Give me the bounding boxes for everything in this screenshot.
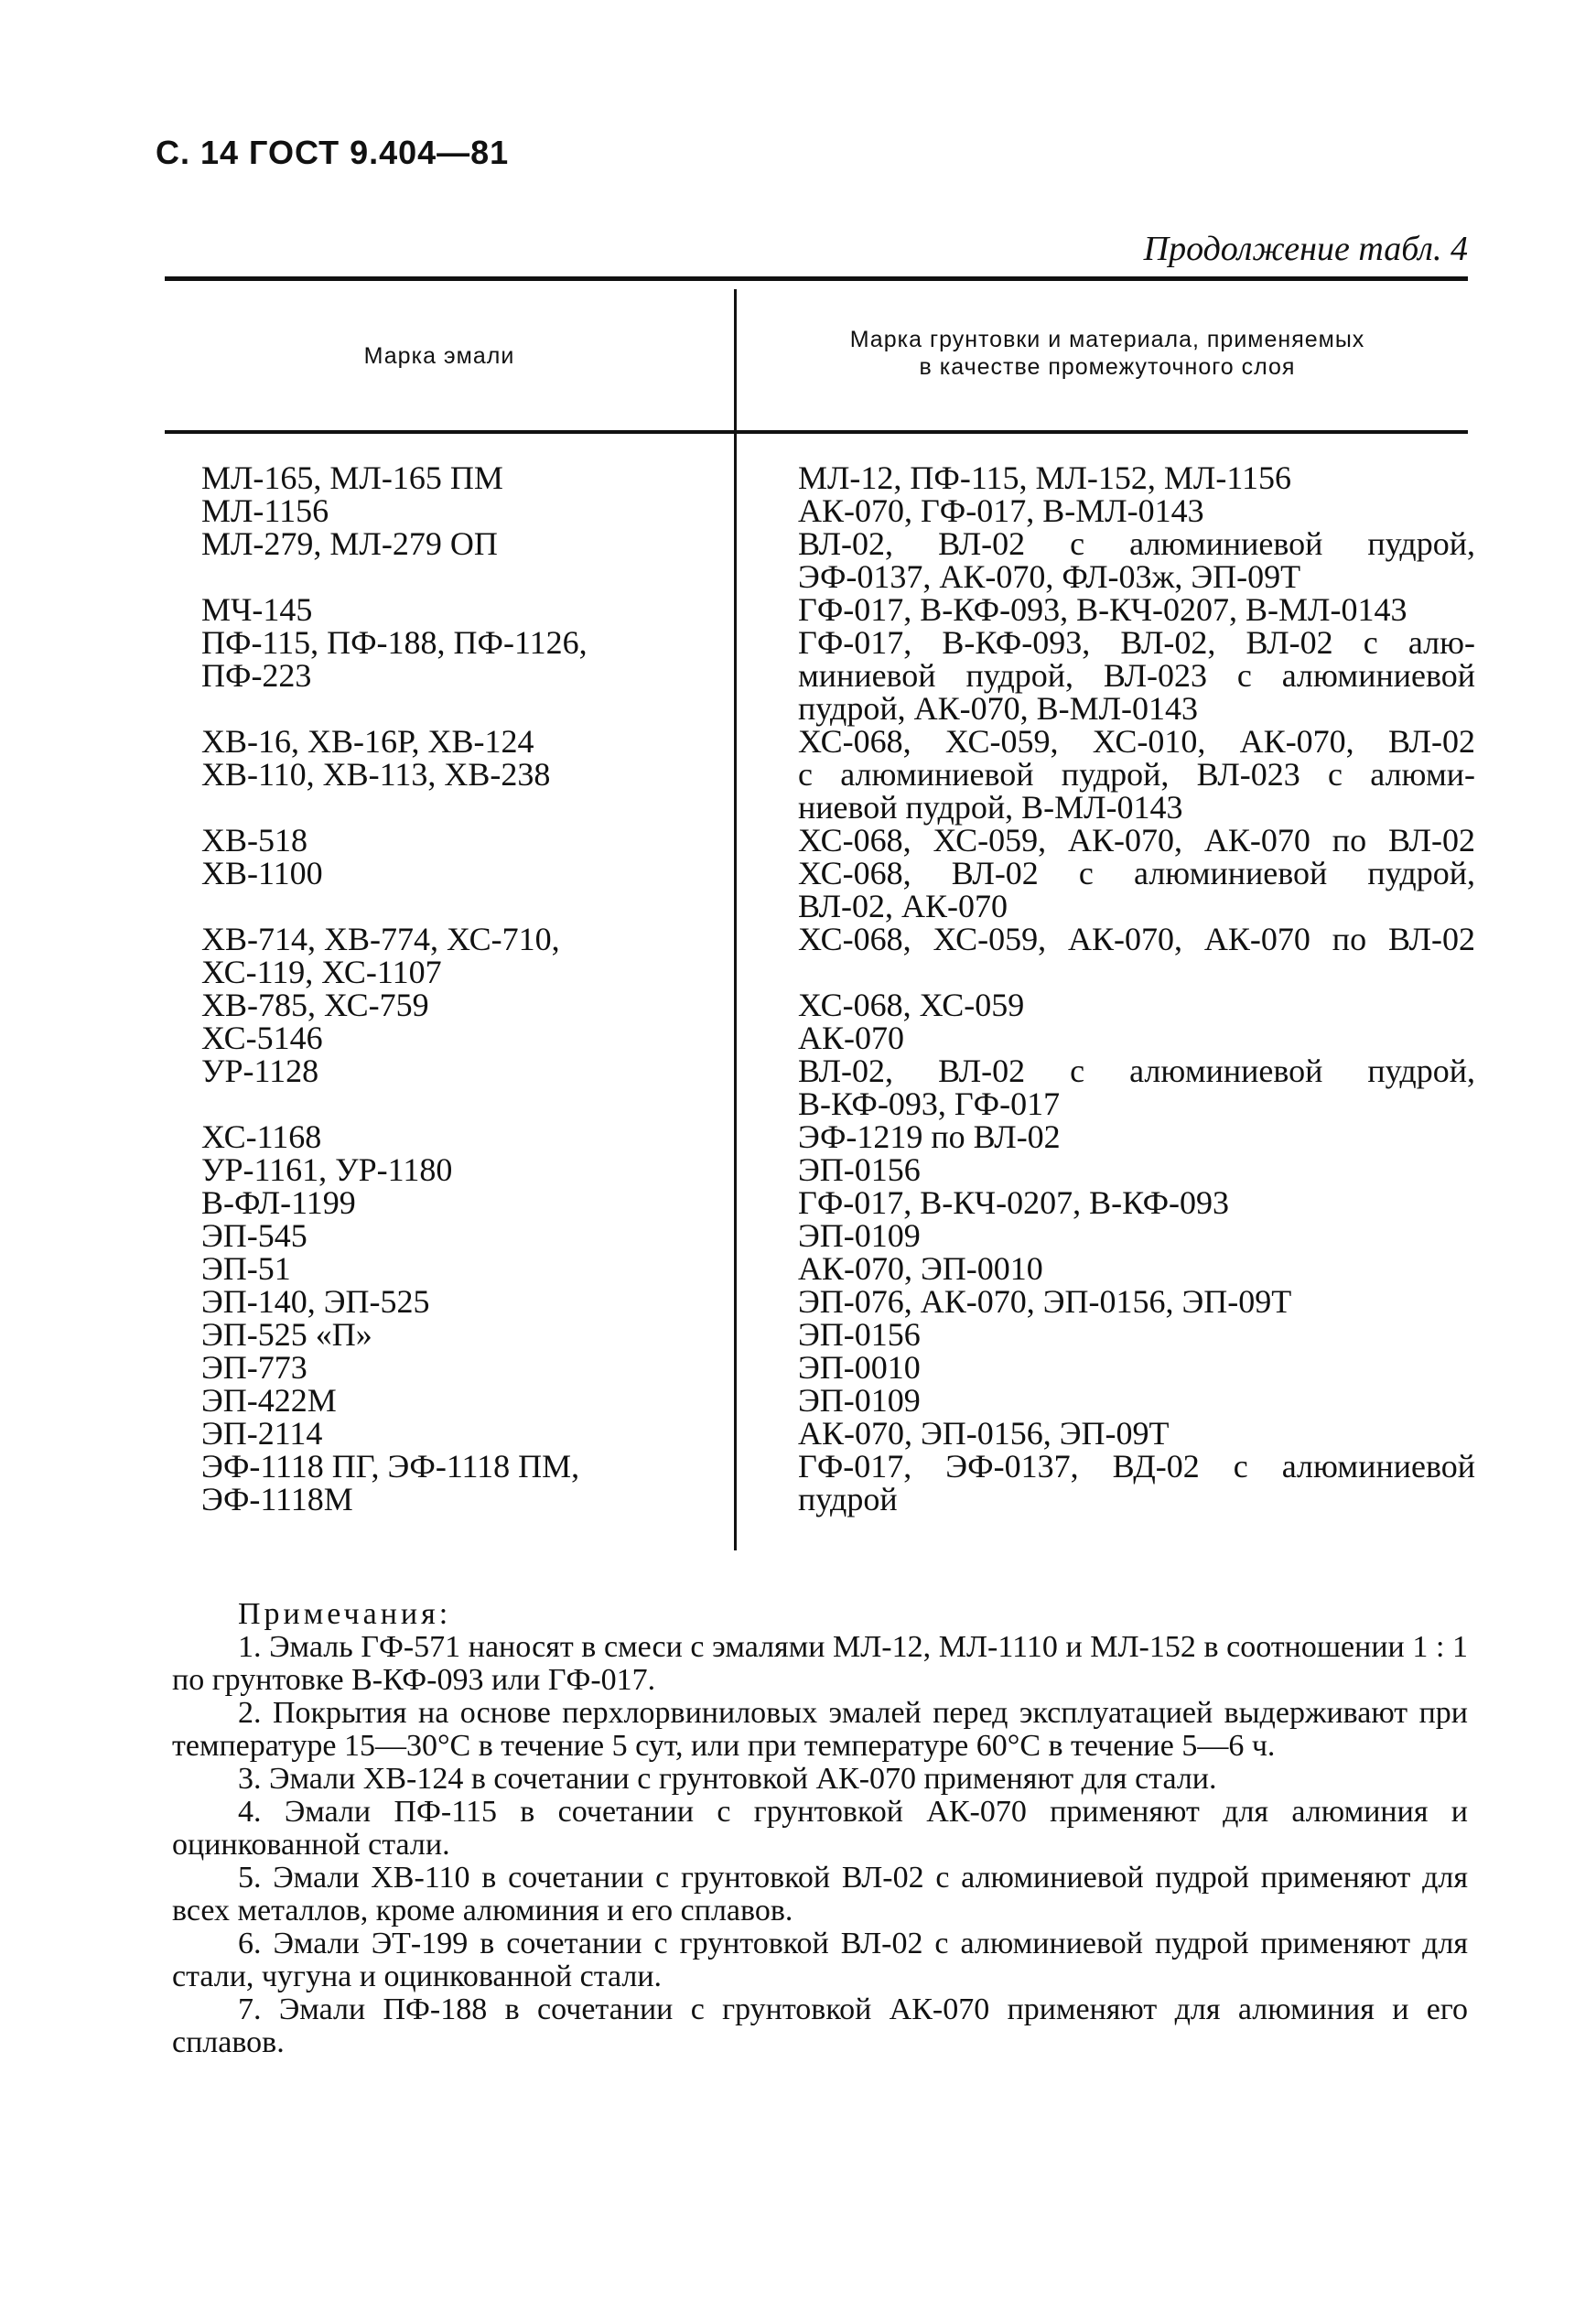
- enamel-line: ХС-5146: [201, 1020, 323, 1056]
- primer-line: ЭФ-1219 по ВЛ-02: [798, 1118, 1061, 1155]
- enamel-line: МЛ-1156: [201, 492, 329, 529]
- enamel-line: [201, 890, 723, 923]
- primer-line: ХС-068, ХС-059, ХС-010, АК-070, ВЛ-02: [798, 723, 1475, 760]
- column-header-primer-line1: Марка грунтовки и материала, применяемых: [849, 327, 1365, 352]
- note-item: 4. Эмали ПФ-115 в сочетании с грунтовкой АК-070 применяют для алюминия и оцинкованной стали.: [172, 1795, 1468, 1862]
- primer-line: ГФ-017, В-КФ-093, В-КЧ-0207, В-МЛ-0143: [798, 591, 1407, 628]
- column-header-primer-line2: в качестве промежуточного слоя: [919, 354, 1296, 380]
- primer-line: ХС-068, ХС-059, АК-070, АК-070 по ВЛ-02: [798, 822, 1475, 858]
- enamel-line: ЭП-545: [201, 1217, 307, 1254]
- primer-line: ХС-068, ХС-059: [798, 987, 1025, 1023]
- enamel-line: ХВ-518: [201, 822, 307, 858]
- primer-line: ЭП-0156: [798, 1151, 921, 1188]
- note-item: 1. Эмаль ГФ-571 наносят в смеси с эмалями МЛ-12, МЛ-1110 и МЛ-152 в соотношении 1 : 1 по грунтовке В-КФ-093 или ГФ-017.: [172, 1630, 1468, 1697]
- column-header-enamel: Марка эмали: [363, 343, 515, 369]
- column-header-primer: [769, 326, 1446, 381]
- enamel-line: [201, 791, 723, 824]
- primer-line: АК-070, ГФ-017, В-МЛ-0143: [798, 492, 1204, 529]
- primer-column: [798, 461, 1475, 1516]
- enamel-line: МЛ-165, МЛ-165 ПМ: [201, 459, 503, 496]
- primer-line: ВЛ-02, ВЛ-02 с алюминиевой пудрой,: [798, 1053, 1475, 1089]
- primer-line: ВЛ-02, АК-070: [798, 888, 1008, 924]
- note-item: 3. Эмали ХВ-124 в сочетании с грунтовкой АК-070 применяют для стали.: [238, 1762, 1217, 1796]
- enamel-line: МЛ-279, МЛ-279 ОП: [201, 525, 498, 562]
- enamel-line: ЭП-2114: [201, 1415, 323, 1452]
- enamel-line: ЭП-422М: [201, 1382, 337, 1419]
- enamel-line: ХС-1168: [201, 1118, 322, 1155]
- primer-line: ХС-068, ВЛ-02 с алюминиевой пудрой,: [798, 855, 1475, 891]
- primer-line: ГФ-017, В-КФ-093, ВЛ-02, ВЛ-02 с алю-: [798, 624, 1475, 661]
- enamel-line: [201, 560, 723, 593]
- primer-line: ЭП-0156: [798, 1316, 921, 1353]
- table-top-rule: [165, 276, 1468, 281]
- header-bottom-rule: [165, 430, 1468, 434]
- primer-line: ниевой пудрой, В-МЛ-0143: [798, 789, 1183, 826]
- enamel-line: ЭФ-1118 ПГ, ЭФ-1118 ПМ,: [201, 1448, 580, 1485]
- primer-line: ЭП-076, АК-070, ЭП-0156, ЭП-09Т: [798, 1283, 1292, 1320]
- primer-line: В-КФ-093, ГФ-017: [798, 1085, 1061, 1122]
- primer-line: ГФ-017, ЭФ-0137, ВД-02 с алюминиевой: [798, 1448, 1475, 1485]
- primer-line: [798, 956, 1475, 988]
- column-separator: [734, 289, 737, 1550]
- primer-line: МЛ-12, ПФ-115, МЛ-152, МЛ-1156: [798, 459, 1291, 496]
- primer-line: ГФ-017, В-КЧ-0207, В-КФ-093: [798, 1184, 1230, 1221]
- enamel-line: ЭФ-1118М: [201, 1481, 353, 1517]
- page-header: С. 14 ГОСТ 9.404—81: [156, 134, 510, 171]
- enamel-line: ХВ-785, ХС-759: [201, 987, 429, 1023]
- enamel-line: ЭП-140, ЭП-525: [201, 1283, 430, 1320]
- primer-line: ХС-068, ХС-059, АК-070, АК-070 по ВЛ-02: [798, 921, 1475, 957]
- notes-title: Примечания:: [238, 1597, 452, 1631]
- note-item: 5. Эмали ХВ-110 в сочетании с грунтовкой ВЛ-02 с алюминиевой пудрой применяют для всех металлов, кроме алюминия и его сплавов.: [172, 1861, 1468, 1927]
- note-item: 7. Эмали ПФ-188 в сочетании с грунтовкой АК-070 применяют для алюминия и его сплавов.: [172, 1992, 1468, 2059]
- enamel-line: В-ФЛ-1199: [201, 1184, 356, 1221]
- enamel-line: ЭП-525 «П»: [201, 1316, 372, 1353]
- enamel-line: ХВ-714, ХВ-774, ХС-710,: [201, 921, 560, 957]
- enamel-line: [201, 1087, 723, 1120]
- enamel-line: УР-1161, УР-1180: [201, 1151, 453, 1188]
- note-item: 2. Покрытия на основе перхлорвиниловых эмалей перед эксплуатацией выдерживают при температуре 15—30°С в течение 5 сут, или при температуре 60°С в течение 5—6 ч.: [172, 1696, 1468, 1763]
- primer-line: с алюминиевой пудрой, ВЛ-023 с алюми-: [798, 756, 1475, 793]
- enamel-column: [201, 461, 723, 1516]
- enamel-line: [201, 692, 723, 725]
- primer-line: пудрой, АК-070, В-МЛ-0143: [798, 690, 1198, 727]
- primer-line: ЭП-0109: [798, 1382, 921, 1419]
- enamel-line: ПФ-115, ПФ-188, ПФ-1126,: [201, 624, 588, 661]
- note-item: 6. Эмали ЭТ-199 в сочетании с грунтовкой ВЛ-02 с алюминиевой пудрой применяют для стали, чугуна и оцинкованной стали.: [172, 1927, 1468, 1993]
- primer-line: АК-070, ЭП-0156, ЭП-09Т: [798, 1415, 1170, 1452]
- primer-line: АК-070, ЭП-0010: [798, 1250, 1043, 1287]
- primer-line: ЭП-0010: [798, 1349, 921, 1386]
- enamel-line: ЭП-773: [201, 1349, 307, 1386]
- primer-line: ВЛ-02, ВЛ-02 с алюминиевой пудрой,: [798, 525, 1475, 562]
- enamel-line: ЭП-51: [201, 1250, 291, 1287]
- enamel-line: ХС-119, ХС-1107: [201, 954, 442, 990]
- enamel-line: ХВ-1100: [201, 855, 323, 891]
- enamel-line: ХВ-16, ХВ-16Р, ХВ-124: [201, 723, 534, 760]
- primer-line: АК-070: [798, 1020, 904, 1056]
- enamel-line: ХВ-110, ХВ-113, ХВ-238: [201, 756, 551, 793]
- primer-line: ЭФ-0137, АК-070, ФЛ-03ж, ЭП-09Т: [798, 558, 1301, 595]
- primer-line: миниевой пудрой, ВЛ-023 с алюминиевой: [798, 657, 1475, 694]
- table-continuation-label: Продолжение табл. 4: [1143, 230, 1468, 268]
- enamel-line: УР-1128: [201, 1053, 319, 1089]
- enamel-line: МЧ-145: [201, 591, 313, 628]
- primer-line: ЭП-0109: [798, 1217, 921, 1254]
- enamel-line: ПФ-223: [201, 657, 312, 694]
- primer-line: пудрой: [798, 1481, 898, 1517]
- notes-section: [172, 1598, 1468, 2059]
